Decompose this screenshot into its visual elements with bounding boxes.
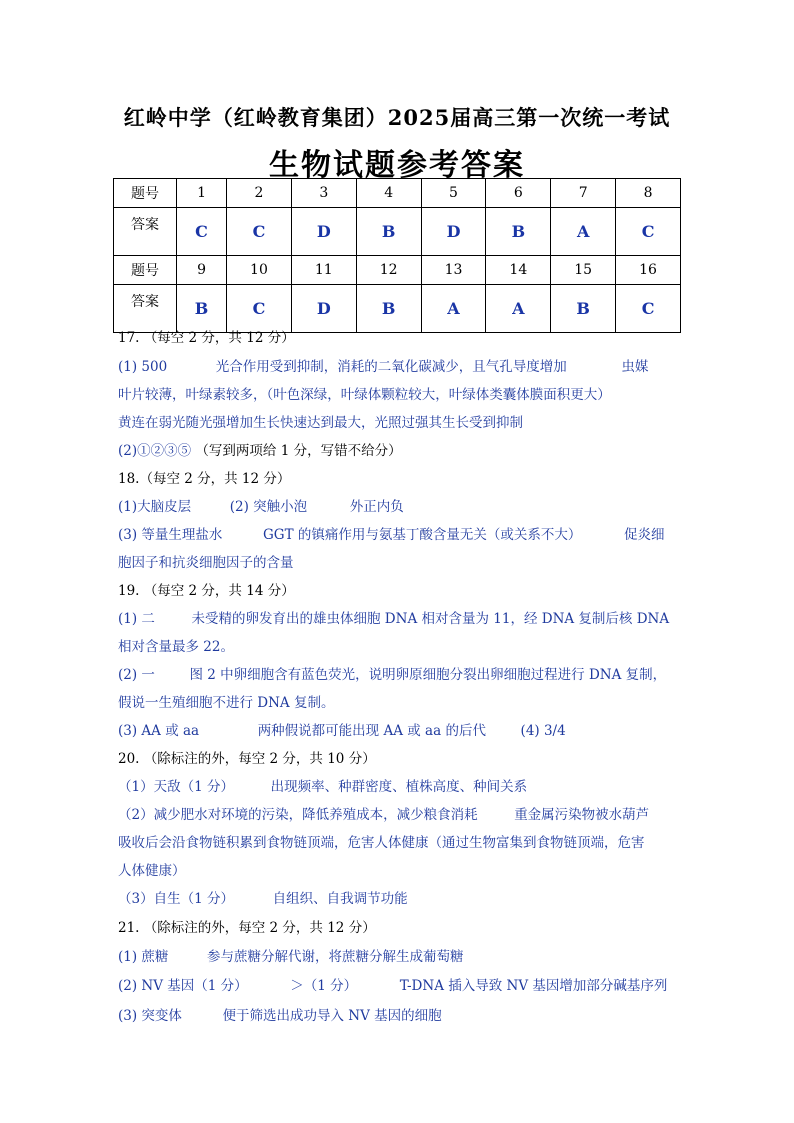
answer-label: 答案 (114, 208, 177, 256)
q20-blank-5: （3）自生（1 分） (118, 891, 234, 907)
question-number: 7 (551, 179, 616, 208)
q18-blank-1: (1)大脑皮层 (118, 499, 192, 515)
question-number: 1 (177, 179, 227, 208)
q17-line-2: 叶片较薄，叶绿素较多，（叶色深绿，叶绿体颗粒较大，叶绿体类囊体膜面积更大） (118, 387, 611, 403)
question-number: 6 (486, 179, 551, 208)
q20-line-3: 吸收后会沿食物链积累到食物链顶端，危害人体健康（通过生物富集到食物链顶端，危害 (118, 835, 645, 851)
question-number: 2 (227, 179, 292, 208)
q20-heading: 20. （除标注的外，每空 2 分，共 10 分） (118, 751, 376, 767)
q19-heading: 19. （每空 2 分，共 14 分） (118, 583, 295, 599)
answer-value: B (551, 285, 616, 333)
q19-blank-2: 未受精的卵发育出的雄虫体细胞 DNA 相对含量为 11，经 DNA 复制后核 DNA (191, 611, 670, 627)
answer-value: B (486, 208, 551, 256)
answer-table (113, 178, 681, 333)
question-number: 15 (551, 256, 616, 285)
q21-blank-5: T-DNA 插入导致 NV 基因增加部分碱基序列 (399, 978, 668, 994)
answer-value: A (421, 285, 486, 333)
q19-blank-7: (4) 3/4 (520, 723, 566, 739)
q21-line-3 (118, 1004, 442, 1024)
question-label: 题号 (114, 256, 177, 285)
q17-blank-2: 光合作用受到抑制，消耗的二氧化碳减少，且气孔导度增加 (215, 359, 567, 375)
q20-blank-1: （1）天敌（1 分） (118, 779, 234, 795)
question-number: 16 (616, 256, 681, 285)
q19-line-5 (118, 719, 566, 739)
q20-blank-2: 出现频率、种群密度、植株高度、种间关系 (270, 779, 528, 795)
q21-blank-7: 便于筛选出成功导入 NV 基因的细胞 (222, 1008, 442, 1024)
answer-key-title: 生物试题参考答案 (269, 148, 525, 183)
q17-blank-3: 虫媒 (621, 359, 649, 375)
q21-blank-4: ＞（1 分） (290, 978, 358, 994)
answer-value: B (356, 285, 421, 333)
answer-value: C (177, 208, 227, 256)
q20-line-4: 人体健康） (118, 863, 186, 879)
question-number: 14 (486, 256, 551, 285)
q18-blank-6: 促炎细 (623, 527, 665, 543)
question-number: 8 (616, 179, 681, 208)
q19-blank-3: (2) 一 (118, 667, 155, 683)
q19-line-2: 相对含量最多 22。 (118, 639, 234, 655)
answer-value: C (616, 208, 681, 256)
question-number: 9 (177, 256, 227, 285)
question-label: 题号 (114, 179, 177, 208)
q20-blank-6: 自组织、自我调节功能 (272, 891, 408, 907)
exam-title: 红岭中学（红岭教育集团）2025届高三第一次统一考试 (123, 105, 671, 130)
answer-value: A (486, 285, 551, 333)
q17-line-4 (118, 439, 402, 459)
q18-line-3: 胞因子和抗炎细胞因子的含量 (118, 555, 294, 571)
q21-blank-3: (2) NV 基因（1 分） (118, 978, 248, 994)
answer-value: A (551, 208, 616, 256)
q19-line-4: 假说一生殖细胞不进行 DNA 复制。 (118, 695, 335, 711)
q21-blank-2: 参与蔗糖分解代谢，将蔗糖分解生成葡萄糖 (207, 949, 464, 965)
q18-blank-3: 外正内负 (349, 499, 404, 515)
q20-blank-4: 重金属污染物被水葫芦 (514, 807, 650, 823)
q20-blank-3: （2）减少肥水对环境的污染，降低养殖成本，减少粮食消耗 (118, 807, 478, 823)
answer-value: D (291, 285, 356, 333)
q21-blank-1: (1) 蔗糖 (118, 949, 169, 965)
answer-value: C (616, 285, 681, 333)
q20-line-5 (118, 887, 408, 907)
q17-blank-4: (2)①②③⑤ (118, 443, 192, 459)
question-number: 5 (421, 179, 486, 208)
q20-line-2 (118, 803, 649, 823)
q19-blank-6: 两种假说都可能出现 AA 或 aa 的后代 (257, 723, 486, 739)
q18-blank-4: (3) 等量生理盐水 (118, 527, 223, 543)
answer-value: D (421, 208, 486, 256)
question-number-row-2 (114, 256, 681, 285)
q21-line-1 (118, 945, 464, 965)
q19-blank-1: (1) 二 (118, 611, 155, 627)
answer-value: D (291, 208, 356, 256)
q18-blank-5: GGT 的镇痛作用与氨基丁酸含量无关（或关系不大） (263, 527, 582, 543)
q17-scoring-note: （写到两项给 1 分，写错不给分） (195, 443, 402, 459)
question-number: 10 (227, 256, 292, 285)
q19-line-3 (118, 663, 666, 683)
answer-row-1 (114, 208, 681, 256)
question-number: 12 (356, 256, 421, 285)
q18-blank-2: (2) 突触小泡 (229, 499, 308, 515)
q19-blank-4: 图 2 中卵细胞含有蓝色荧光，说明卵原细胞分裂出卵细胞过程进行 DNA 复制， (189, 667, 667, 683)
q21-blank-6: (3) 突变体 (118, 1008, 182, 1024)
answer-value: C (227, 208, 292, 256)
question-number: 4 (356, 179, 421, 208)
q19-line-1 (118, 607, 669, 627)
q18-heading: 18.（每空 2 分，共 12 分） (118, 471, 291, 487)
question-number: 11 (291, 256, 356, 285)
q19-blank-5: (3) AA 或 aa (118, 723, 200, 739)
question-number: 3 (291, 179, 356, 208)
answer-value: B (177, 285, 227, 333)
question-number: 13 (421, 256, 486, 285)
q21-heading: 21. （除标注的外，每空 2 分，共 12 分） (118, 920, 376, 936)
q17-line-1 (118, 355, 648, 375)
q17-line-3: 黄连在弱光随光强增加生长快速达到最大，光照过强其生长受到抑制 (118, 415, 523, 431)
q17-heading: 17. （每空 2 分，共 12 分） (118, 330, 295, 346)
answer-value: C (227, 285, 292, 333)
question-number-row-1 (114, 179, 681, 208)
q18-line-2 (118, 523, 664, 543)
q18-line-1 (118, 495, 404, 515)
q21-line-2 (118, 974, 667, 994)
q17-blank-1: (1) 500 (118, 359, 168, 375)
q20-line-1 (118, 775, 527, 795)
answer-value: B (356, 208, 421, 256)
answer-label: 答案 (114, 285, 177, 333)
